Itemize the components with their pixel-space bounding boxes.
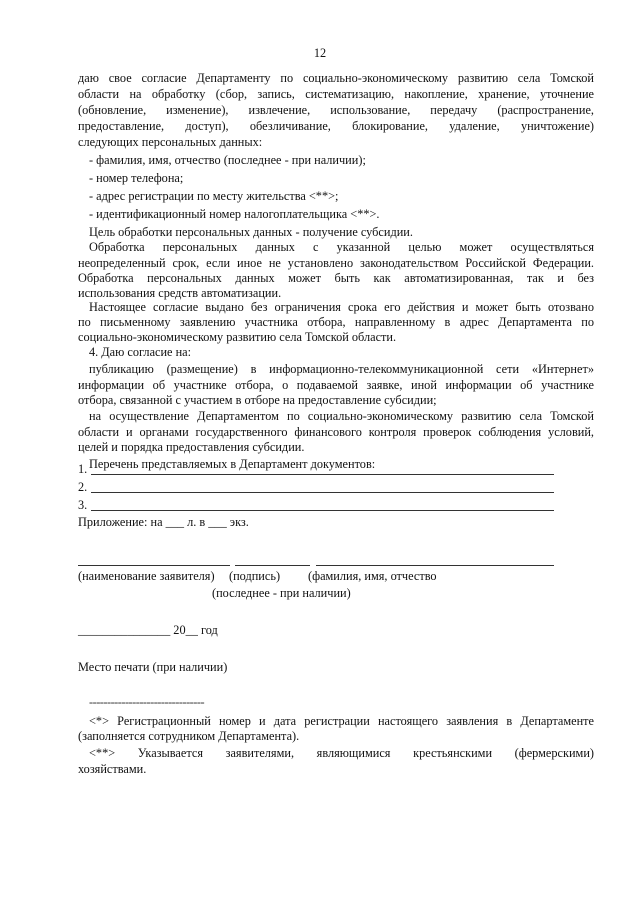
page-number: 12 [313, 46, 327, 60]
applicant-caption: (наименование заявителя) [78, 569, 215, 583]
footnote-line: хозяйствами. [78, 762, 147, 776]
list-item: - идентификационный номер налогоплательщика <**>. [89, 207, 380, 221]
consent-line: предоставление, доступ), обезличивание, блокирование, удаление, уничтожение) [78, 119, 594, 133]
documents-title: Перечень представляемых в Департамент документов: [89, 457, 376, 471]
fill-line [91, 510, 554, 511]
footnote-line: (заполняется сотрудником Департамента). [78, 729, 300, 743]
signature-rule [316, 565, 554, 566]
signature-rule [235, 565, 310, 566]
consent-line: области на обработку (сбор, запись, систематизацию, накопление, хранение, уточнение [78, 87, 594, 101]
processing-line: Обработка персональных данных с указанной целью может осуществляться [89, 240, 594, 254]
control-line: на осуществление Департаментом по социально-экономическому развитию села Томской [89, 409, 594, 423]
document-number: 3. [78, 498, 88, 512]
validity-line: по письменному заявлению участника отбора, направленному в адрес Департамента по [78, 315, 594, 329]
processing-line: использования средств автоматизации. [78, 286, 282, 300]
document-number: 2. [78, 480, 88, 494]
section-heading: 4. Даю согласие на: [89, 345, 192, 359]
processing-line: Обработка персональных данных может быть как автоматизированная, так и без [78, 271, 594, 285]
consent-line: (обновление, изменение), извлечение, использование, передачу (распространение, [78, 103, 594, 117]
control-line: области и органами государственного финансового контроля проверок соблюдения условий, [78, 425, 594, 439]
purpose-line: Цель обработки персональных данных - получение субсидии. [89, 225, 413, 239]
list-item: - адрес регистрации по месту жительства <**>; [89, 189, 339, 203]
consent-line: следующих персональных данных: [78, 135, 263, 149]
footnote-separator: -------------------------------- [89, 695, 205, 709]
document-number: 1. [78, 462, 88, 476]
processing-line: неопределенный срок, если иное не установлено законодательством Российской Федерации. [78, 256, 594, 270]
name-caption-2: (последнее - при наличии) [212, 586, 351, 600]
publication-line: отбора, связанной с участием в отборе на предоставление субсидии; [78, 393, 437, 407]
attachment-line: Приложение: на ___ л. в ___ экз. [78, 515, 249, 529]
validity-line: социально-экономическому развитию села Томской области. [78, 330, 397, 344]
list-item: - номер телефона; [89, 171, 184, 185]
consent-line: даю свое согласие Департаменту по социально-экономическому развитию села Томской [78, 71, 594, 85]
footnote-line: <*> Регистрационный номер и дата регистрации настоящего заявления в Департаменте [89, 714, 594, 728]
name-caption: (фамилия, имя, отчество [308, 569, 437, 583]
fill-line [91, 474, 554, 475]
footnote-line: <**> Указывается заявителями, являющимися крестьянскими (фермерскими) [89, 746, 594, 760]
fill-line [91, 492, 554, 493]
publication-line: информации об участнике отбора, о подаваемой заявке, иной информации об участнике [78, 378, 594, 392]
signature-rule [78, 565, 230, 566]
publication-line: публикацию (размещение) в информационно-телекоммуникационной сети «Интернет» [89, 362, 594, 376]
date-line: _______________ 20__ год [78, 623, 218, 637]
list-item: - фамилия, имя, отчество (последнее - при наличии); [89, 153, 366, 167]
seal-caption: Место печати (при наличии) [78, 660, 228, 674]
validity-line: Настоящее согласие выдано без ограничения срока его действия и может быть отозвано [89, 300, 594, 314]
signature-caption: (подпись) [229, 569, 281, 583]
control-line: целей и порядка предоставления субсидии. [78, 440, 305, 454]
